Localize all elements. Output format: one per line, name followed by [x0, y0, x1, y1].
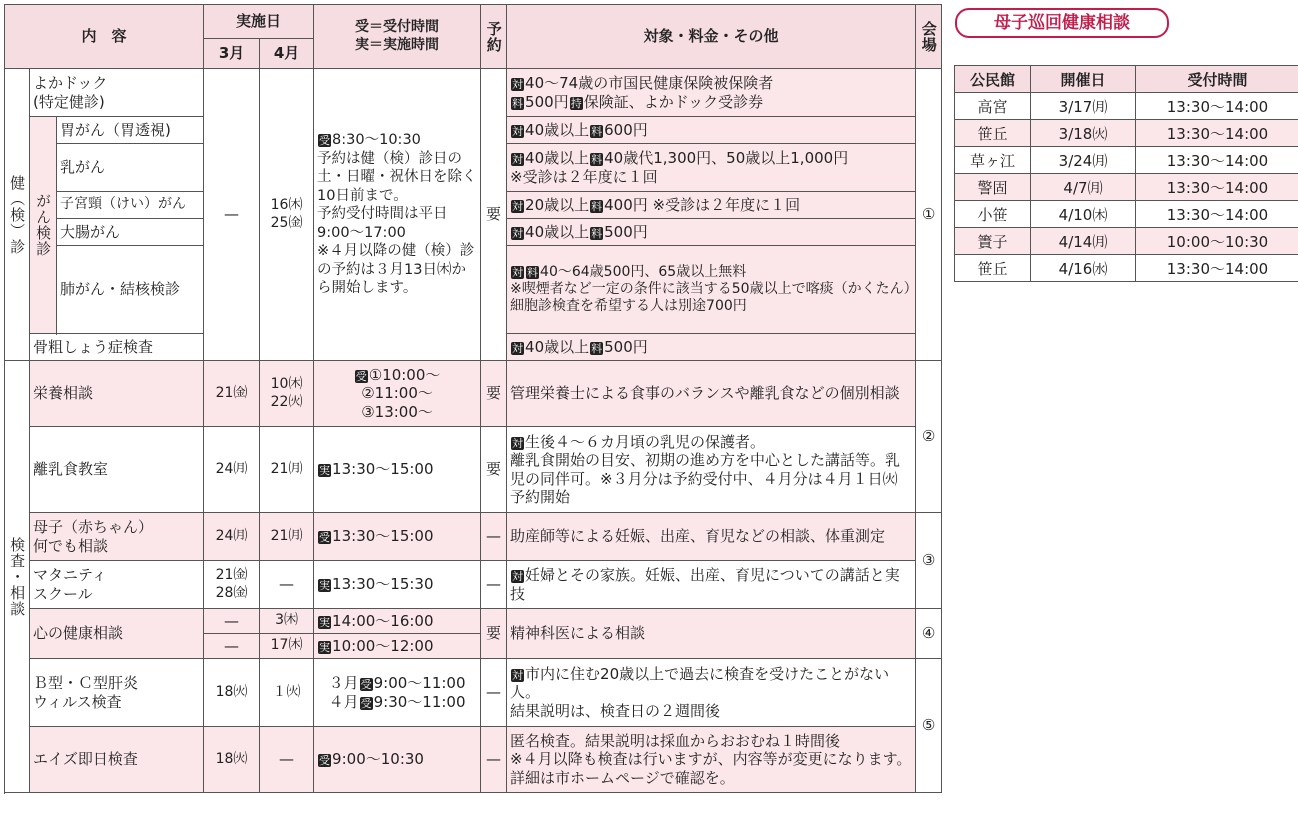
row-kanen — [5, 659, 942, 727]
row-aids-target: 匿名検査。結果説明は採血からおおむね１時間後 ※４月以降も検査は行いますが、内容等が変更になります。詳細は市ホームページで確認を。 — [507, 727, 916, 793]
row-yoka-target — [507, 69, 916, 117]
taisho-glyph: 対 — [512, 124, 524, 138]
side-header-time: 受付時間 — [1136, 66, 1298, 93]
side-time: 13:30～14:00 — [1136, 120, 1298, 147]
side-header-date: 開催日 — [1031, 66, 1136, 93]
venue-2: ② — [916, 361, 942, 513]
side-row — [955, 147, 1298, 174]
row-igan-target-a: 40歳以上 — [525, 120, 590, 139]
ukeru-glyph: 受 — [360, 678, 372, 692]
jitsu-glyph: 実 — [319, 640, 331, 654]
header-venue: 会場 — [916, 5, 942, 69]
row-shikyu-name: 子宮頸（けい）がん — [57, 192, 204, 219]
row-igan-target-b: 600円 — [604, 120, 648, 139]
jitsu-glyph: 実 — [319, 579, 331, 593]
row-shikyu-target — [507, 192, 916, 219]
row-eiyo-time1: ①10:00～ — [368, 366, 441, 385]
row-kanen-time — [314, 659, 481, 727]
row-boshi-name: 母子（赤ちゃん） 何でも相談 — [30, 513, 204, 561]
row-kokoro-reserve: 要 — [481, 609, 507, 659]
row-eiyo-name: 栄養相談 — [30, 361, 204, 427]
side-date: 3/17㈪ — [1031, 93, 1136, 120]
row-mata-name: マタニティ スクール — [30, 561, 204, 609]
row-eiyo — [5, 361, 942, 427]
row-igan-name: 胃がん（胃透視) — [57, 117, 204, 144]
schedule-table — [4, 4, 942, 793]
row-boshi — [5, 513, 942, 561]
side-title: 母子巡回健康相談 — [955, 8, 1169, 38]
row-nyugan-target-b: 40歳代1,300円、50歳以上1,000円 — [604, 149, 849, 168]
row-aids-name: エイズ即日検査 — [30, 727, 204, 793]
row-kanen-march: 18㈫ — [204, 659, 260, 727]
group-kensa: 検査・相談 — [5, 361, 30, 793]
kenshin-reserve: 要 — [481, 69, 507, 361]
row-rinyu-target-a: 生後４～６カ月頃の乳児の保護者。 — [525, 432, 766, 451]
row-daicho-target-a: 40歳以上 — [525, 222, 590, 241]
row-mata-time-text: 13:30～15:30 — [332, 575, 434, 594]
row-rinyu-target — [507, 427, 916, 513]
row-rinyu-time — [314, 427, 481, 513]
row-mata-march: 21㈮ 28㈮ — [204, 561, 260, 609]
row-yoka-target-b: 500円 — [525, 92, 569, 111]
row-kanen-time1a: ３月 — [328, 674, 359, 693]
row-rinyu-march: 24㈪ — [204, 427, 260, 513]
header-date: 実施日 — [204, 5, 314, 39]
side-row — [955, 93, 1298, 120]
row-boshi-reserve: — — [481, 513, 507, 561]
side-row — [955, 255, 1298, 282]
row-igan-target — [507, 117, 916, 144]
row-rinyu — [5, 427, 942, 513]
kenshin-march: — — [204, 69, 260, 361]
ukeru-glyph: 受 — [319, 754, 331, 768]
side-date: 4/10㈭ — [1031, 201, 1136, 228]
row-kokoro-march2: — — [204, 634, 260, 659]
side-header-hall: 公民館 — [955, 66, 1031, 93]
row-shikyu-target-b: 400円 ※受診は２年度に１回 — [604, 195, 801, 214]
ryo-glyph: 料 — [591, 199, 603, 213]
row-kotsu-name: 骨粗しょう症検査 — [30, 334, 204, 361]
row-boshi-april: 21㈪ — [260, 513, 314, 561]
row-rinyu-reserve: 要 — [481, 427, 507, 513]
row-kokoro-time1 — [314, 609, 481, 634]
row-kanen-time2b: 9:30～11:00 — [373, 692, 466, 711]
kenshin-april: 16㈭ 25㈮ — [260, 69, 314, 361]
side-time: 13:30～14:00 — [1136, 147, 1298, 174]
side-time: 13:30～14:00 — [1136, 255, 1298, 282]
row-rinyu-april: 21㈪ — [260, 427, 314, 513]
venue-3: ③ — [916, 513, 942, 609]
row-daicho-target-b: 500円 — [604, 222, 648, 241]
row-yoka — [5, 69, 942, 117]
row-haigan-target-b: ※喫煙者など一定の条件に該当する50歳以上で喀痰（かくたん）細胞診検査を希望する人は別途700円 — [510, 280, 911, 315]
ryo-glyph: 料 — [591, 124, 603, 138]
row-eiyo-time3: ③13:00～ — [361, 402, 433, 421]
taisho-glyph: 対 — [512, 199, 524, 213]
row-nyugan-target — [507, 144, 916, 192]
row-mata-target-text: 妊婦とその家族。妊娠、出産、育児についての講話と実技 — [510, 566, 900, 603]
row-kokoro-time1-text: 14:00～16:00 — [332, 611, 434, 630]
row-kanen-target-b: 結果説明は、検査日の２週間後 — [510, 701, 721, 720]
taisho-glyph: 対 — [512, 436, 524, 450]
row-rinyu-target-b: 離乳食開始の目安、初期の進め方を中心とした講話等。乳児の同伴可。※３月分は予約受付中、４月分は４月１日㈫予約開始 — [510, 451, 901, 506]
side-hall: 高宮 — [955, 93, 1031, 120]
side-time: 13:30～14:00 — [1136, 201, 1298, 228]
row-mata-april: — — [260, 561, 314, 609]
row-aids-april: — — [260, 727, 314, 793]
row-kokoro-april2: 17㈭ — [260, 634, 314, 659]
header-reserve: 予約 — [481, 5, 507, 69]
taisho-glyph: 対 — [512, 669, 524, 683]
side-row — [955, 201, 1298, 228]
row-kotsu-target — [507, 334, 916, 361]
header-target: 対象・料金・その他 — [507, 5, 916, 69]
row-eiyo-reserve: 要 — [481, 361, 507, 427]
side-hall: 笹丘 — [955, 120, 1031, 147]
row-haigan-name: 肺がん・結核検診 — [57, 246, 204, 334]
row-kanen-target — [507, 659, 916, 727]
venue-5: ⑤ — [916, 659, 942, 793]
side-row — [955, 228, 1298, 255]
taisho-glyph: 対 — [512, 341, 524, 355]
row-nyugan-target-a: 40歳以上 — [525, 149, 590, 168]
ryo-glyph: 料 — [512, 96, 524, 110]
side-hall: 笹丘 — [955, 255, 1031, 282]
row-shikyu-target-a: 20歳以上 — [525, 195, 590, 214]
row-eiyo-march: 21㈮ — [204, 361, 260, 427]
row-eiyo-target: 管理栄養士による食事のバランスや離乳食などの個別相談 — [507, 361, 916, 427]
side-date: 4/14㈪ — [1031, 228, 1136, 255]
row-eiyo-april: 10㈭ 22㈫ — [260, 361, 314, 427]
side-hall: 警固 — [955, 174, 1031, 201]
row-kokoro-1 — [5, 609, 942, 634]
ji-glyph: 持 — [570, 96, 582, 110]
side-time: 10:00～10:30 — [1136, 228, 1298, 255]
header-march: 3月 — [204, 39, 260, 69]
header-row — [5, 5, 942, 39]
side-date: 3/24㈪ — [1031, 147, 1136, 174]
row-boshi-time-text: 13:30～15:00 — [332, 527, 434, 546]
row-mata-target — [507, 561, 916, 609]
side-table — [954, 65, 1298, 282]
row-kanen-reserve: — — [481, 659, 507, 727]
row-boshi-target: 助産師等による妊娠、出産、育児などの相談、体重測定 — [507, 513, 916, 561]
header-april: 4月 — [260, 39, 314, 69]
group-kenshin: 健（検）診 — [5, 69, 30, 361]
venue-1: ① — [916, 69, 942, 361]
row-kanen-time1b: 9:00～11:00 — [373, 674, 466, 693]
row-rinyu-name: 離乳食教室 — [30, 427, 204, 513]
row-mata — [5, 561, 942, 609]
side-date: 4/16㈬ — [1031, 255, 1136, 282]
ukeru-glyph: 受 — [360, 696, 372, 710]
row-kokoro-name: 心の健康相談 — [30, 609, 204, 659]
ryo-glyph: 料 — [591, 341, 603, 355]
row-eiyo-time — [314, 361, 481, 427]
row-aids-reserve: — — [481, 727, 507, 793]
row-kanen-name: Ｂ型・Ｃ型肝炎 ウィルス検査 — [30, 659, 204, 727]
ryo-glyph: 料 — [591, 226, 603, 240]
row-yoka-name: よかドック (特定健診) — [30, 69, 204, 117]
row-yoka-target-c: 保険証、よかドック受診券 — [583, 92, 764, 111]
ryo-glyph: 料 — [591, 153, 603, 167]
side-time: 13:30～14:00 — [1136, 93, 1298, 120]
row-nyugan-target-c: ※受診は２年度に１回 — [510, 167, 658, 186]
side-hall: 草ヶ江 — [955, 147, 1031, 174]
row-kanen-target-a: 市内に住む20歳以上で過去に検査を受けたことがない人。 — [510, 665, 890, 702]
row-boshi-march: 24㈪ — [204, 513, 260, 561]
group-gan: がん検診 — [30, 117, 57, 334]
row-yoka-target-a: 40～74歳の市国民健康保険被保険者 — [525, 74, 774, 93]
kenshin-time — [314, 69, 481, 361]
ryo-glyph: 料 — [527, 265, 539, 279]
side-row — [955, 174, 1298, 201]
side-time: 13:30～14:00 — [1136, 174, 1298, 201]
row-aids-time-text: 9:00～10:30 — [332, 750, 424, 769]
venue-4: ④ — [916, 609, 942, 659]
header-time-line2: 実＝実施時間 — [355, 36, 440, 53]
ukeru-glyph: 受 — [355, 370, 367, 384]
row-aids-time — [314, 727, 481, 793]
jitsu-glyph: 実 — [319, 615, 331, 629]
taisho-glyph: 対 — [512, 153, 524, 167]
ukeru-glyph: 受 — [319, 134, 331, 148]
row-mata-reserve: — — [481, 561, 507, 609]
side-header-row — [955, 66, 1298, 93]
side-row — [955, 120, 1298, 147]
row-aids — [5, 727, 942, 793]
row-boshi-time — [314, 513, 481, 561]
header-time-line1: 受＝受付時間 — [355, 19, 440, 36]
kenshin-time-text: 8:30～10:30 予約は健（検）診日の土・日曜・祝休日を除く10日前まで。 予約受付時間は平日9:00～17:00 ※４月以降の健（検）診の予約は３月13日㈭から開始します。 — [317, 132, 477, 297]
side-hall: 小笹 — [955, 201, 1031, 228]
row-kotsu-target-b: 500円 — [604, 337, 648, 356]
taisho-glyph: 対 — [512, 570, 524, 584]
side-date: 3/18㈫ — [1031, 120, 1136, 147]
row-kanen-time2a: ４月 — [328, 692, 359, 711]
row-kotsu-target-a: 40歳以上 — [525, 337, 590, 356]
row-eiyo-time2: ②11:00～ — [361, 384, 433, 403]
side-date: 4/7㈪ — [1031, 174, 1136, 201]
row-kokoro-march1: — — [204, 609, 260, 634]
row-haigan-target — [507, 246, 916, 334]
row-kokoro-april1: 3㈭ — [260, 609, 314, 634]
row-daicho-name: 大腸がん — [57, 219, 204, 246]
row-mata-time — [314, 561, 481, 609]
taisho-glyph: 対 — [512, 78, 524, 92]
ukeru-glyph: 受 — [319, 531, 331, 545]
row-haigan-target-a: 40～64歳500円、65歳以上無料 — [540, 263, 747, 280]
taisho-glyph: 対 — [512, 226, 524, 240]
row-kokoro-target: 精神科医による相談 — [507, 609, 916, 659]
row-nyugan-name: 乳がん — [57, 144, 204, 192]
jitsu-glyph: 実 — [319, 464, 331, 478]
taisho-glyph: 対 — [512, 265, 524, 279]
header-time — [314, 5, 481, 69]
row-aids-march: 18㈫ — [204, 727, 260, 793]
row-daicho-target — [507, 219, 916, 246]
header-content: 内 容 — [5, 5, 204, 69]
row-kokoro-time2-text: 10:00～12:00 — [332, 636, 434, 655]
row-rinyu-time-text: 13:30～15:00 — [332, 460, 434, 479]
row-kokoro-time2 — [314, 634, 481, 659]
row-kanen-april: １㈫ — [260, 659, 314, 727]
side-hall: 簀子 — [955, 228, 1031, 255]
